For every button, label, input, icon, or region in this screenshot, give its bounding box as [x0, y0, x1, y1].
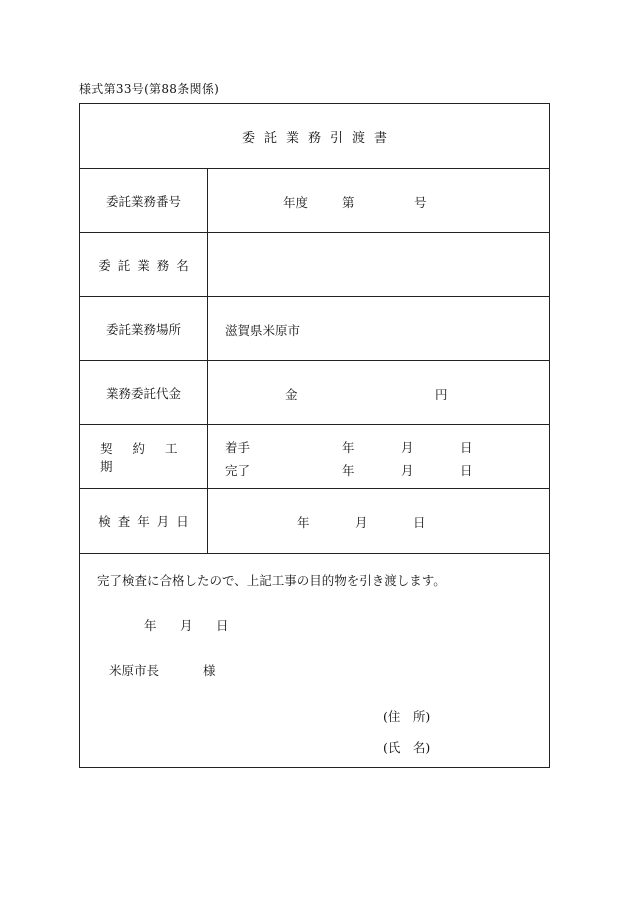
row-contract-period [80, 425, 549, 489]
label-contract-number: 委託業務番号 [80, 169, 208, 232]
name-label: (氏 名) [383, 740, 431, 755]
row-inspection-date [80, 489, 549, 554]
handover-statement-area [80, 554, 549, 767]
addressee: 米原市長 [109, 663, 160, 678]
place-value: 滋賀県米原市 [225, 323, 301, 338]
handover-statement: 完了検査に合格したので、上記工事の目的物を引き渡します。 [97, 573, 446, 588]
title-row [80, 104, 549, 169]
start-nen: 年 [342, 440, 355, 455]
fiscal-year-label: 年度 [283, 195, 309, 210]
label-contract-period: 契約工期 [80, 425, 208, 488]
form-title: 委託業務引渡書 [241, 130, 396, 146]
value-contract-place[interactable] [208, 297, 549, 360]
row-contract-number [80, 169, 549, 233]
honorific: 様 [203, 663, 216, 678]
end-hi: 日 [460, 463, 473, 478]
start-tsuki: 月 [401, 440, 414, 455]
statement-date-hi: 日 [216, 618, 229, 633]
yen-label: 円 [435, 387, 448, 402]
form-number: 様式第33号(第88条関係) [79, 82, 220, 96]
value-contract-fee[interactable] [208, 361, 549, 424]
start-hi: 日 [460, 440, 473, 455]
end-tsuki: 月 [401, 463, 414, 478]
inspection-tsuki: 月 [355, 515, 368, 530]
end-nen: 年 [342, 463, 355, 478]
inspection-hi: 日 [413, 515, 426, 530]
statement-date-nen: 年 [144, 618, 157, 633]
statement-date-tsuki: 月 [180, 618, 193, 633]
value-inspection-date[interactable] [208, 489, 549, 553]
value-contract-name[interactable] [208, 233, 549, 296]
label-inspection-date: 検査年月日 [80, 489, 208, 553]
row-contract-fee [80, 361, 549, 425]
row-contract-name [80, 233, 549, 297]
label-contract-name: 委託業務名 [80, 233, 208, 296]
value-contract-period[interactable] [208, 425, 549, 488]
value-contract-number[interactable] [208, 169, 549, 232]
label-contract-place: 委託業務場所 [80, 297, 208, 360]
handover-form-table [79, 103, 550, 768]
row-contract-place [80, 297, 549, 361]
label-contract-fee: 業務委託代金 [80, 361, 208, 424]
inspection-nen: 年 [297, 515, 310, 530]
address-label: (住 所) [383, 709, 431, 724]
dai-label: 第 [342, 195, 355, 210]
end-label: 完了 [225, 463, 251, 478]
kin-label: 金 [285, 387, 298, 402]
start-label: 着手 [225, 440, 251, 455]
go-label: 号 [414, 195, 427, 210]
